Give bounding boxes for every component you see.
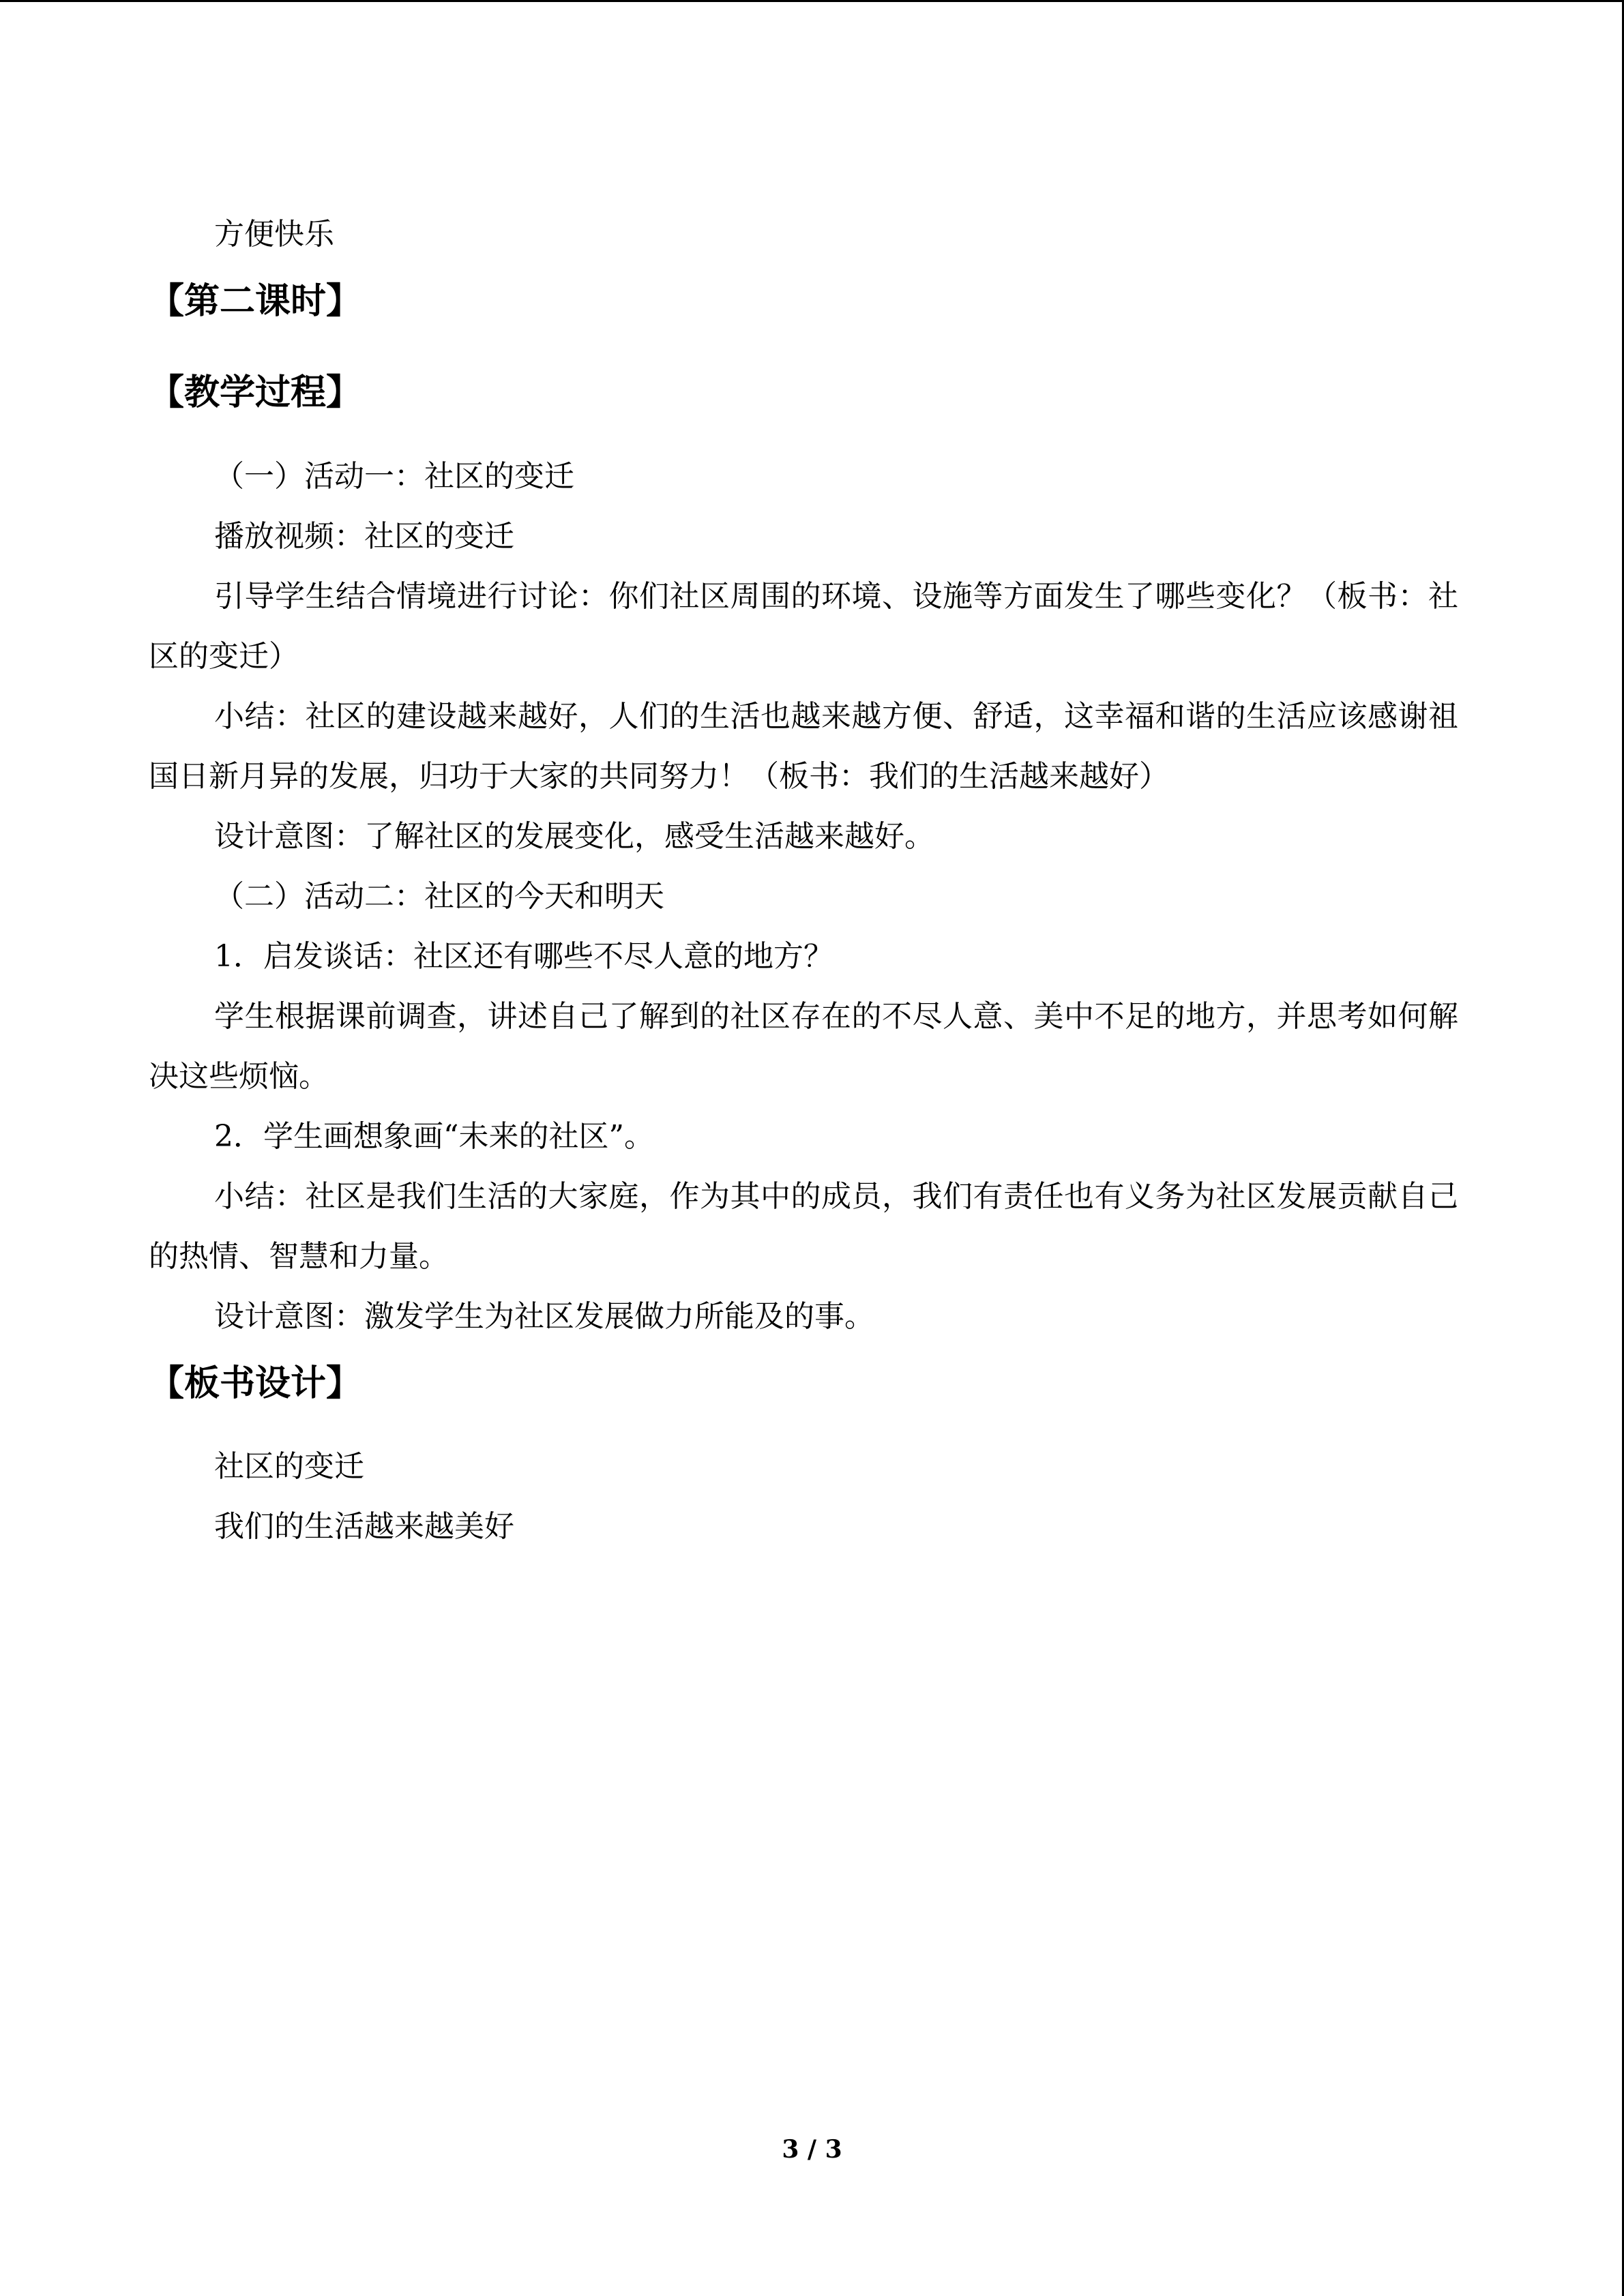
activity2-intent: 设计意图：激发学生为社区发展做力所能及的事。: [214, 1299, 874, 1334]
activity1-intent: 设计意图：了解社区的发展变化，感受生活越来越好。: [214, 819, 934, 854]
heading-lesson-two: 【第二课时】: [149, 281, 362, 322]
activity2-step2: 2．学生画想象画“未来的社区”。: [214, 1119, 654, 1154]
activity2-step1-detail: 学生根据课前调查，讲述自己了解到的社区存在的不尽人意、美中不足的地方，并思考如何解决这些烦恼。: [149, 999, 1458, 1094]
activity2-title: （二）活动二：社区的今天和明天: [214, 879, 664, 914]
page-number: 3 / 3: [782, 2135, 842, 2164]
activity1-video: 播放视频：社区的变迁: [214, 519, 514, 554]
board-line-1: 社区的变迁: [214, 1449, 364, 1484]
body-text-top: 方便快乐: [214, 217, 334, 252]
activity2-summary: 小结：社区是我们生活的大家庭，作为其中的成员，我们有责任也有义务为社区发展贡献自己的热情、智慧和力量。: [149, 1179, 1458, 1274]
activity1-summary: 小结：社区的建设越来越好，人们的生活也越来越方便、舒适，这幸福和谐的生活应该感谢祖国日新月异的发展，归功于大家的共同努力！（板书：我们的生活越来越好）: [149, 699, 1458, 794]
heading-board-design: 【板书设计】: [149, 1363, 362, 1404]
activity1-title: （一）活动一：社区的变迁: [214, 459, 574, 494]
board-line-2: 我们的生活越来越美好: [214, 1509, 514, 1544]
heading-teaching-process: 【教学过程】: [149, 372, 362, 413]
activity1-discussion: 引导学生结合情境进行讨论：你们社区周围的环境、设施等方面发生了哪些变化？（板书：社区的变迁）: [149, 579, 1458, 674]
activity2-step1: 1．启发谈话：社区还有哪些不尽人意的地方？: [214, 939, 833, 974]
